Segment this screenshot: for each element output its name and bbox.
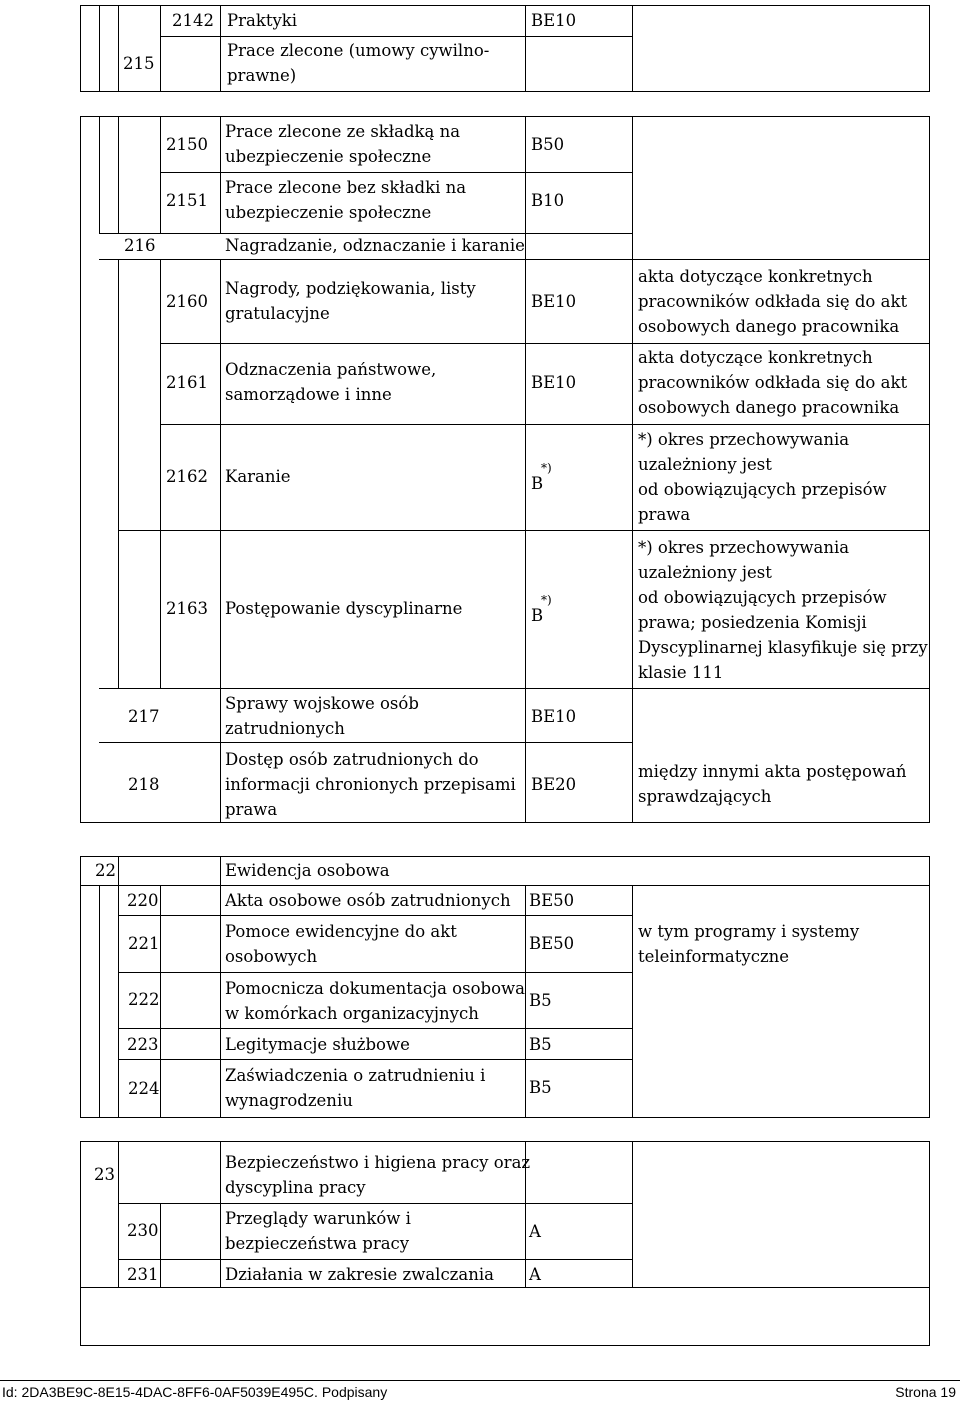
row-code: 22	[95, 861, 116, 880]
row-category: B	[531, 474, 544, 493]
row-code: 230	[127, 1221, 159, 1240]
row-title: Karanie	[225, 467, 291, 486]
row-title-continued: bezpieczeństwa pracy	[225, 1234, 410, 1253]
row-title: Postępowanie dyscyplinarne	[225, 599, 463, 618]
row-code: 23	[94, 1165, 115, 1184]
row-category: A	[529, 1265, 541, 1284]
row-note: osobowych danego pracownika	[638, 317, 900, 336]
row-category: BE10	[531, 707, 577, 726]
row-code: 2150	[166, 135, 208, 154]
row-title-continued: informacji chronionych przepisami	[225, 775, 516, 794]
row-category: BE10	[531, 373, 577, 392]
row-title: Nagrody, podziękowania, listy	[225, 279, 476, 298]
row-note: *) okres przechowywania	[638, 430, 850, 449]
row-code: 218	[128, 775, 160, 794]
row-code: 222	[128, 990, 160, 1009]
row-title-continued: w komórkach organizacyjnych	[225, 1004, 479, 1023]
row-note: uzależniony jest	[638, 455, 772, 474]
row-title: Akta osobowe osób zatrudnionych	[225, 891, 511, 910]
row-note: akta dotyczące konkretnych	[638, 267, 873, 286]
row-note: uzależniony jest	[638, 563, 772, 582]
row-note: pracowników odkłada się do akt	[638, 292, 908, 311]
row-code: 2163	[166, 599, 208, 618]
row-code: 224	[128, 1079, 160, 1098]
row-code: 231	[127, 1265, 159, 1284]
row-title: Działania w zakresie zwalczania	[225, 1265, 494, 1284]
row-title: Prace zlecone ze składką na	[225, 122, 461, 141]
row-title: Zaświadczenia o zatrudnieniu i	[225, 1066, 486, 1085]
row-title-continued: osobowych	[225, 947, 318, 966]
row-title-continued: zatrudnionych	[225, 719, 345, 738]
row-note: prawa; posiedzenia Komisji	[638, 613, 867, 632]
row-category: A	[529, 1222, 541, 1241]
row-note: osobowych danego pracownika	[638, 398, 900, 417]
page-number: Strona 19	[895, 1384, 956, 1400]
row-note: od obowiązujących przepisów	[638, 588, 887, 607]
row-code: 2160	[166, 292, 208, 311]
row-code: 215	[123, 54, 155, 73]
row-code: 216	[124, 236, 156, 255]
row-title-continued: wynagrodzeniu	[225, 1091, 353, 1110]
row-category: B50	[531, 135, 565, 154]
category-footnote-mark: *)	[541, 461, 552, 475]
row-code: 221	[128, 934, 160, 953]
row-note: sprawdzających	[638, 787, 772, 806]
row-category: BE50	[529, 891, 575, 910]
row-note: *) okres przechowywania	[638, 538, 850, 557]
row-title: Praktyki	[227, 11, 298, 30]
row-title-continued: prawne)	[227, 66, 297, 85]
row-title: Prace zlecone (umowy cywilno-	[227, 41, 490, 60]
row-note: Dyscyplinarnej klasyfikuje się przy	[638, 638, 928, 657]
row-title: Przeglądy warunków i	[225, 1209, 411, 1228]
row-category: B5	[529, 1035, 552, 1054]
row-category: B10	[531, 191, 565, 210]
row-title: Odznaczenia państwowe,	[225, 360, 437, 379]
row-title: Bezpieczeństwo i higiena pracy oraz	[225, 1153, 531, 1172]
row-code: 2162	[166, 467, 208, 486]
row-title-continued: samorządowe i inne	[225, 385, 392, 404]
row-category: B5	[529, 991, 552, 1010]
row-title: Legitymacje służbowe	[225, 1035, 410, 1054]
row-title-continued: prawa	[225, 800, 278, 819]
row-title: Prace zlecone bez składki na	[225, 178, 467, 197]
row-note: pracowników odkłada się do akt	[638, 373, 908, 392]
row-category: BE10	[531, 292, 577, 311]
row-category: B	[531, 606, 544, 625]
row-category: BE20	[531, 775, 577, 794]
row-note: między innymi akta postępowań	[638, 762, 907, 781]
row-note: klasie 111	[638, 663, 724, 682]
row-code: 223	[127, 1035, 159, 1054]
row-code: 2161	[166, 373, 208, 392]
row-note: akta dotyczące konkretnych	[638, 348, 873, 367]
row-category: B5	[529, 1078, 552, 1097]
row-title-continued: ubezpieczenie społeczne	[225, 203, 432, 222]
row-code: 217	[128, 707, 160, 726]
row-title-continued: gratulacyjne	[225, 304, 330, 323]
row-title: Ewidencja osobowa	[225, 861, 390, 880]
row-code: 2142	[172, 11, 214, 30]
row-title: Pomoce ewidencyjne do akt	[225, 922, 457, 941]
category-footnote-mark: *)	[541, 593, 552, 607]
row-note: od obowiązujących przepisów	[638, 480, 887, 499]
row-title-continued: dyscyplina pracy	[225, 1178, 366, 1197]
document-id-text: Id: 2DA3BE9C-8E15-4DAC-8FF6-0AF5039E495C. Podpisany	[2, 1384, 388, 1400]
row-category: BE50	[529, 934, 575, 953]
row-title: Sprawy wojskowe osób	[225, 694, 419, 713]
row-title: Nagradzanie, odznaczanie i karanie	[225, 236, 525, 255]
row-code: 2151	[166, 191, 208, 210]
row-title: Dostęp osób zatrudnionych do	[225, 750, 479, 769]
row-category: BE10	[531, 11, 577, 30]
row-title-continued: ubezpieczenie społeczne	[225, 147, 432, 166]
row-note: prawa	[638, 505, 691, 524]
row-code: 220	[127, 891, 159, 910]
row-note: w tym programy i systemy	[638, 922, 860, 941]
row-note: teleinformatyczne	[638, 947, 790, 966]
row-title: Pomocnicza dokumentacja osobowa	[225, 979, 525, 998]
